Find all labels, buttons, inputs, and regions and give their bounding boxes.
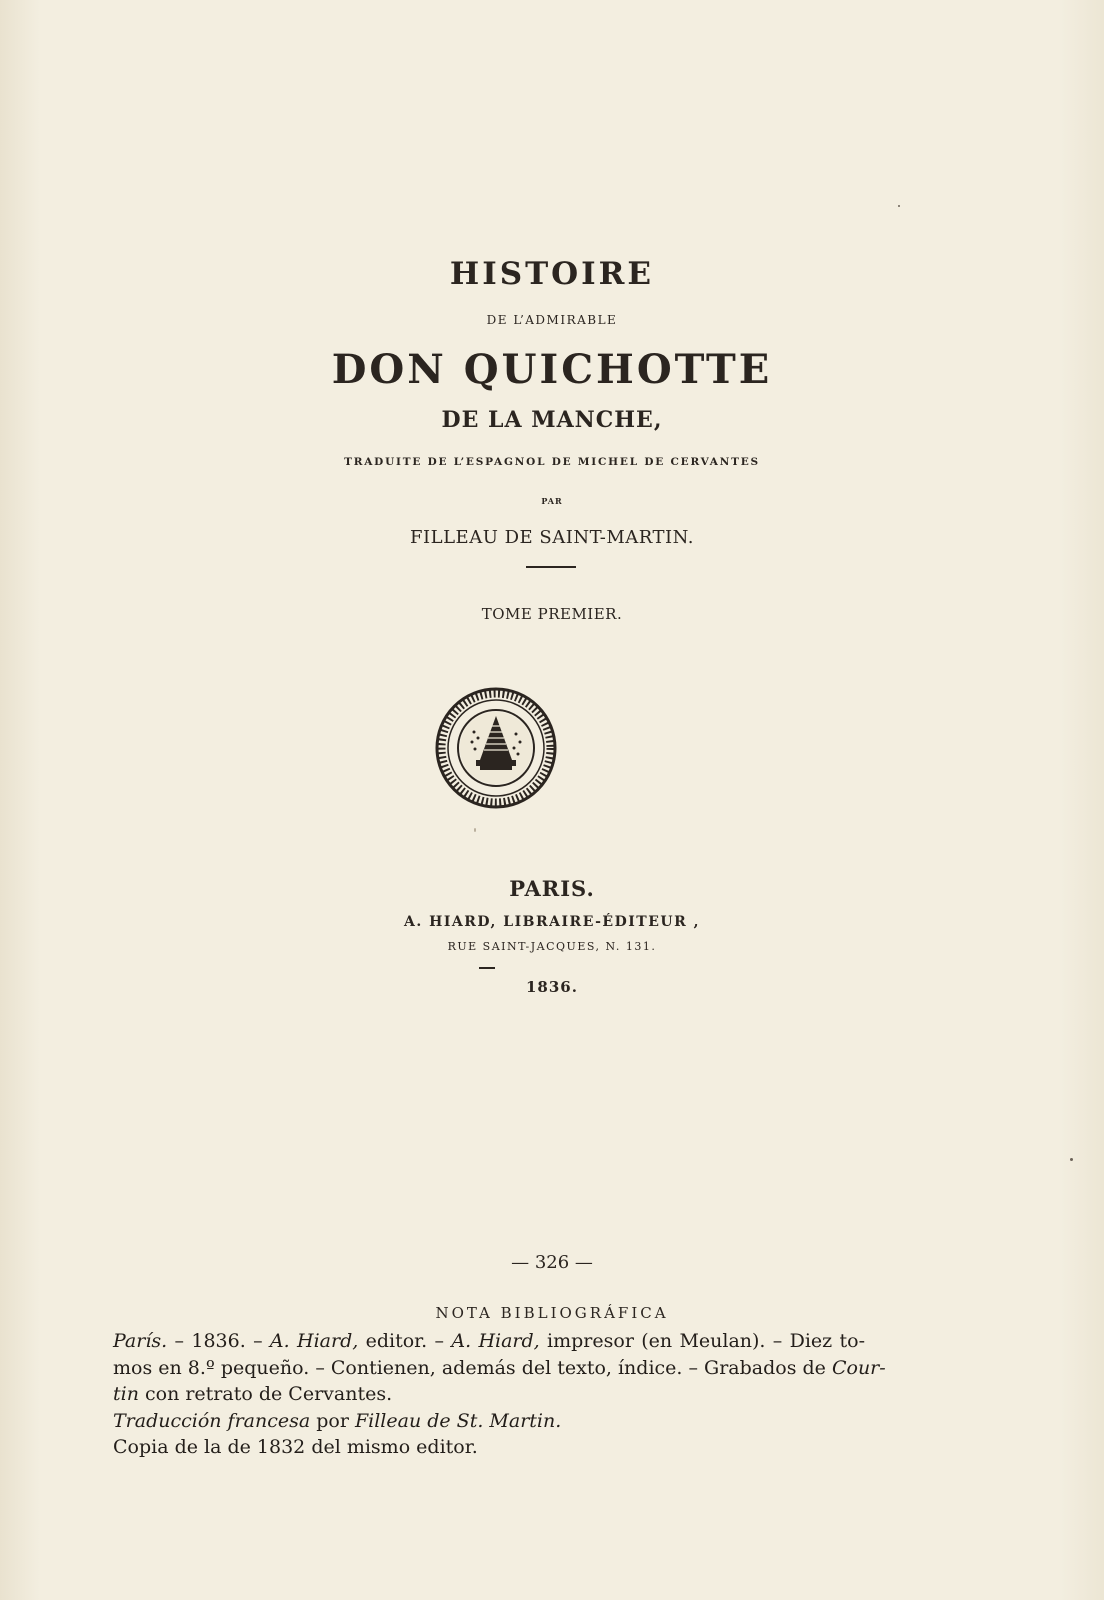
bibliographic-note [113,1328,886,1461]
imprint-city: PARIS. [509,876,595,901]
note-line-5: Copia de la de 1832 del mismo editor. [113,1436,478,1458]
title-histoire: HISTOIRE [449,256,655,292]
short-rule [479,967,495,969]
volume-label: TOME PREMIER. [481,605,623,623]
paper-speck [474,828,476,832]
note-editor-role: editor. – [358,1330,452,1352]
note-engraver-part1: Cour- [831,1356,886,1379]
page-number: — 326 — [511,1252,593,1273]
par-label: PAR [541,496,563,506]
note-portrait: con retrato de Cervantes. [138,1383,393,1405]
note-por: por [310,1409,355,1432]
note-line-3 [113,1381,865,1408]
beehive-seal-icon [434,686,558,810]
note-printer-rest: impresor (en Meulan). – Diez to- [539,1330,866,1352]
note-engraver-part2: tin [113,1383,139,1405]
translator-name: FILLEAU DE SAINT-MARTIN. [410,527,694,548]
imprint-publisher: A. HIARD, LIBRAIRE-ÉDITEUR , [404,914,700,930]
title-don-quichotte: DON QUICHOTTE [331,346,773,393]
divider-rule [526,566,576,568]
paper-speck [898,205,900,207]
imprint-address: RUE SAINT-JACQUES, N. 131. [447,940,657,953]
note-translation: Traducción francesa [113,1409,311,1432]
translation-credit: TRADUITE DE L’ESPAGNOL DE MICHEL DE CERVANTES [344,456,760,468]
note-printer-name: A. Hiard, [451,1330,540,1352]
note-editor-name: A. Hiard, [269,1330,359,1352]
subtitle-de-l-admirable: DE L’ADMIRABLE [486,313,618,327]
note-line-2 [113,1355,886,1382]
imprint-year: 1836. [526,978,578,996]
note-translator: Filleau de St. Martin. [354,1409,562,1432]
note-date: – 1836. – [167,1330,270,1352]
paper-speck [1070,1158,1073,1161]
nota-heading: NOTA BIBLIOGRÁFICA [435,1304,669,1322]
note-volumes: mos en 8.º pequeño. – Contienen, además del texto, índice. – Grabados de [113,1356,832,1379]
note-line-1 [113,1328,865,1355]
note-line-4 [113,1408,865,1435]
title-de-la-manche: DE LA MANCHE, [441,407,663,433]
note-city: París. [113,1330,168,1352]
